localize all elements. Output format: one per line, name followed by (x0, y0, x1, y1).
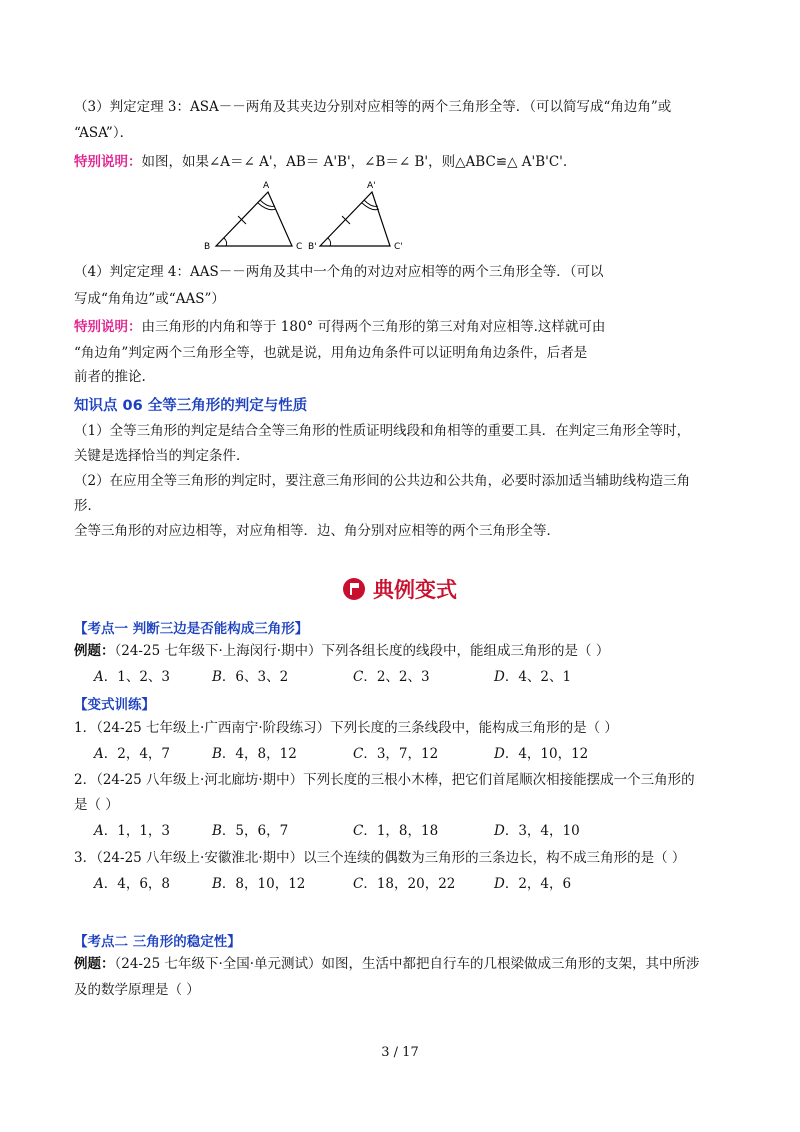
angle-mark-b (224, 238, 227, 246)
topic1-tag: 【考点一 判断三边是否能构成三角形】 (74, 621, 309, 637)
label-b-prime: B' (308, 242, 317, 252)
topic2-example-label: 例题： (74, 956, 115, 972)
theorem4-line2: 写成“角角边”或“AAS”） (74, 291, 225, 307)
special-note-text: 如图，如果∠A＝∠ A'，AB＝ A'B'，∠B＝∠ B'，则△ABC≌△ A'B'C'. (141, 154, 568, 170)
question-2-line2: 是（ ） (74, 797, 119, 813)
q3-option-c: C．18，20，22 (353, 876, 456, 892)
practice-tag: 【变式训练】 (74, 697, 155, 713)
q3-option-d: D．2，4，6 (494, 876, 572, 892)
q2-option-d: D．3，4，10 (494, 823, 580, 839)
special-note-2-label: 特别说明： (74, 319, 142, 335)
kp06-line4: 形． (74, 498, 101, 514)
page-number: 3 / 17 (381, 1045, 419, 1060)
q2-option-a: A．1，1，3 (94, 823, 171, 839)
example-option-b: B．6、3、2 (212, 669, 289, 685)
topic2-tag: 【考点二 三角形的稳定性】 (74, 934, 241, 950)
kp06-line2: 关键是选择恰当的判定条件． (74, 448, 250, 464)
theorem3-line2: “ASA”）． (74, 125, 134, 141)
congruent-triangles-figure (196, 178, 416, 258)
question-2-line1: 2．（24-25 八年级上·河北廊坊·期中）下列长度的三根小木棒，把它们首尾顺次相接能摆成一个三角形的 (74, 772, 695, 788)
q1-option-b: B．4，8，12 (212, 746, 297, 762)
q1-option-d: D．4，10，12 (494, 746, 589, 762)
triangle-a-prime (320, 192, 390, 246)
q3-option-b: B．8，10，12 (212, 876, 306, 892)
label-a-prime: A' (367, 181, 376, 191)
special-note-label: 特别说明： (74, 154, 142, 170)
example-text: 24-25 七年级下·上海闵行·期中）下列各组长度的线段中，能组成三角形的是（ ） (121, 643, 610, 659)
theorem3-line1: （3）判定定理 3：ASA－－两角及其夹边分别对应相等的两个三角形全等．（可以简写成“角边角”或 (74, 99, 672, 115)
example-label: 例题： (74, 643, 115, 659)
example-open-paren: （ (114, 643, 122, 659)
angle-mark-b-prime (328, 238, 331, 246)
special-note-2-line1 (74, 318, 605, 336)
topic2-example-text: （24-25 七年级下·全国·单元测试）如图，生活中都把自行车的几根梁做成三角形的支架，其中所涉 (114, 956, 700, 972)
triangle-abc (216, 192, 292, 246)
topic2-example-line1 (74, 955, 700, 973)
tick-a-prime-b-prime (342, 216, 350, 224)
knowledge-point-06-title: 知识点 06 全等三角形的判定与性质 (74, 398, 308, 414)
label-c-prime: C' (394, 242, 403, 252)
q1-option-a: A．2，4，7 (94, 746, 171, 762)
theorem4-line1: （4）判定定理 4：AAS－－两角及其中一个角的对边对应相等的两个三角形全等．（可以 (74, 264, 604, 280)
topic1-example (74, 642, 609, 660)
question-3: 3．（24-25 八年级上·安徽淮北·期中）以三个连续的偶数为三角形的三条边长，构不成三角形的是（ ） (74, 850, 686, 866)
kp06-line1: （1）全等三角形的判定是结合全等三角形的性质证明线段和角相等的重要工具．在判定三角形全等时， (74, 423, 691, 439)
example-option-c: C．2、2、3 (353, 669, 430, 685)
special-note-2-line3: 前者的推论. (74, 369, 146, 385)
special-note-2-line2: “角边角”判定两个三角形全等，也就是说，用角边角条件可以证明角角边条件，后者是 (74, 345, 588, 361)
section-title: 典例变式 (373, 578, 457, 602)
label-b: B (204, 242, 211, 252)
q2-option-b: B．5，6，7 (212, 823, 289, 839)
example-option-d: D．4、2、1 (494, 669, 572, 685)
tick-ab (238, 216, 246, 224)
example-option-a: A．1、2、3 (94, 669, 171, 685)
label-a: A (263, 181, 270, 191)
flag-icon (343, 578, 365, 600)
kp06-line3: （2）在应用全等三角形的判定时，要注意三角形间的公共边和公共角，必要时添加适当辅助线构造三角 (74, 473, 691, 489)
label-c: C (296, 242, 303, 252)
section-header (0, 574, 800, 604)
question-1: 1．（24-25 七年级上·广西南宁·阶段练习）下列长度的三条线段中，能构成三角形的是（ ） (74, 720, 618, 736)
topic2-example-line2: 及的数学原理是（ ） (74, 982, 200, 998)
special-note-1 (74, 153, 567, 171)
kp06-line5: 全等三角形的对应边相等，对应角相等．边、角分别对应相等的两个三角形全等． (74, 523, 560, 539)
q2-option-c: C．1，8，18 (353, 823, 439, 839)
q3-option-a: A．4，6，8 (94, 876, 171, 892)
special-note-2-text: 由三角形的内角和等于 180° 可得两个三角形的第三对角对应相等.这样就可由 (141, 319, 606, 335)
q1-option-c: C．3，7，12 (353, 746, 439, 762)
